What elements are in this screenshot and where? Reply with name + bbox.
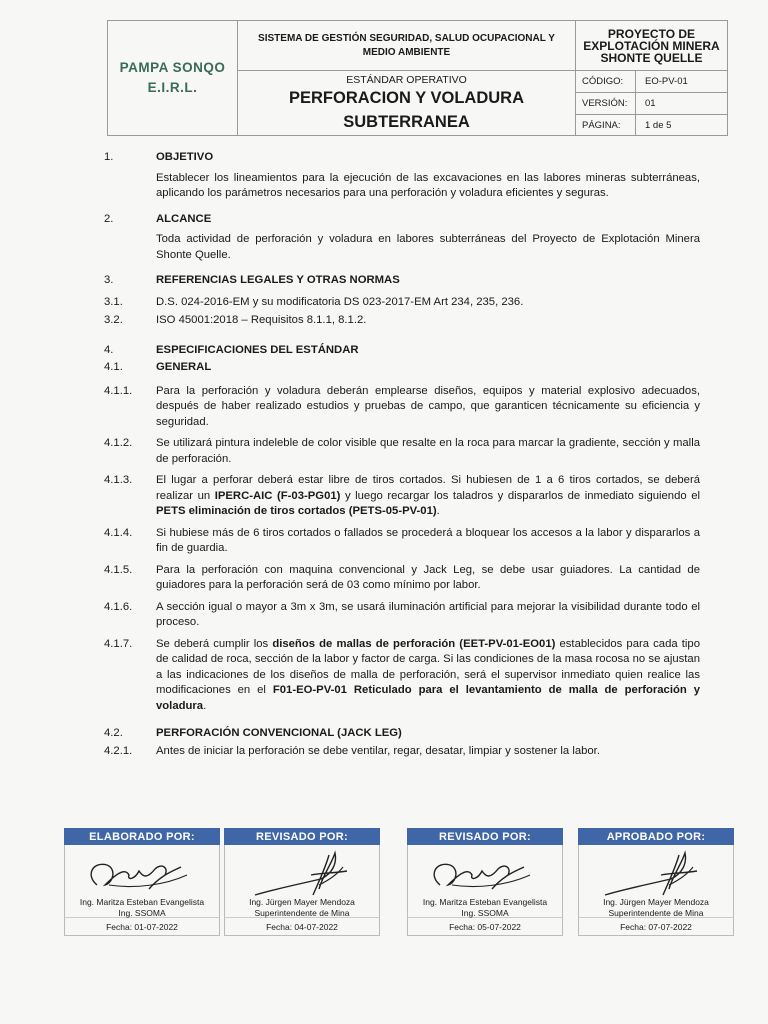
section-title: PERFORACIÓN CONVENCIONAL (JACK LEG) — [156, 727, 402, 739]
item-number: 4.1.6. — [104, 600, 133, 613]
version-row — [576, 93, 727, 115]
item-number: 4.1.3. — [104, 474, 133, 486]
signer-info — [65, 897, 219, 919]
doc-title-line1: PERFORACION Y VOLADURA — [289, 89, 524, 107]
signature-role: APROBADO POR: — [578, 828, 734, 845]
signature-area — [224, 845, 380, 917]
list-item — [104, 637, 700, 715]
handwritten-signature-icon — [65, 845, 221, 900]
item-text: Se utilizará pintura indeleble de color visible que resalte en la roca para marcar la gradiente, sección y malla de perforación. — [156, 437, 700, 465]
item-number: 4.1.4. — [104, 526, 133, 539]
list-item — [104, 563, 700, 594]
reference-pets: PETS eliminación de tiros cortados (PETS-05-PV-01) — [156, 505, 437, 517]
list-item — [104, 313, 700, 329]
list-item — [104, 526, 700, 557]
item-text: A sección igual o mayor a 3m x 3m, se usará iluminación artificial para mejorar la visibilidad durante todo el proceso. — [156, 600, 700, 628]
signature-date: Fecha: 04-07-2022 — [224, 917, 380, 936]
item-number: 4.1.7. — [104, 637, 133, 650]
signature-block-reviewed — [224, 828, 380, 936]
list-item — [104, 295, 700, 311]
code-row — [576, 71, 727, 93]
list-item — [104, 744, 700, 760]
item-number: 4.1.5. — [104, 563, 133, 576]
signature-block-reviewed-2 — [407, 828, 563, 936]
text-run: y luego recargar los taladros y dispararlos de inmediato siguiendo el — [340, 489, 700, 502]
section-number: 4.1. — [104, 361, 123, 373]
reference-mesh-design: diseños de mallas de perforación (EET-PV-01-EO01) — [272, 637, 556, 650]
signature-block-approved — [578, 828, 734, 936]
signer-info — [225, 897, 379, 919]
item-text: ISO 45001:2018 – Requisitos 8.1.1, 8.1.2. — [156, 314, 367, 326]
item-number: 4.1.1. — [104, 384, 133, 397]
item-text: Para la perforación y voladura deberán emplearse diseños, equipos y material explosivo adecuados, después de haber realizado estudios y pruebas de campo, que garanticen técnicamente su eficiencia y seguridad. — [156, 384, 700, 428]
subsection-heading — [104, 726, 700, 742]
code-value: EO-PV-01 — [645, 76, 688, 87]
signature-role: ELABORADO POR: — [64, 828, 220, 845]
company-line2: E.I.R.L. — [147, 80, 198, 95]
version-label: VERSIÓN: — [576, 93, 636, 114]
item-number: 3.1. — [104, 295, 123, 308]
text-run: . — [436, 505, 440, 517]
item-text: Para la perforación con maquina convencional y Jack Leg, se debe usar guiadores. La cantidad de guiadores para la perforación será de 03 como mínimo por labor. — [156, 563, 700, 591]
section-title: ESPECIFICACIONES DEL ESTÁNDAR — [156, 343, 359, 356]
section-heading — [104, 212, 700, 228]
section-title: ALCANCE — [156, 212, 212, 225]
section-number: 4. — [104, 343, 114, 356]
signature-area — [578, 845, 734, 917]
signer-name: Ing. Maritza Esteban Evangelista — [79, 897, 205, 907]
reference-iperc: IPERC-AIC (F-03-PG01) — [214, 489, 341, 502]
section-number: 4.2. — [104, 727, 123, 739]
section-heading — [104, 343, 700, 359]
document-header — [107, 20, 728, 136]
handwritten-signature-icon — [408, 845, 564, 900]
text-run: El lugar a perforar deberá estar libre de tiros cortados. Si hubiesen de 1 a 6 tiros cortados, se deberá realizar un — [156, 474, 700, 502]
handwritten-signature-icon — [579, 845, 735, 900]
signer-info — [579, 897, 733, 919]
doc-title-line2: SUBTERRANEA — [343, 113, 470, 131]
item-text: Antes de iniciar la perforación se debe ventilar, regar, desatar, limpiar y sostener la labor. — [156, 744, 600, 757]
text-run: establecidos para cada tipo de calidad de roca, sección de la labor y factor de carga. Si las condiciones de la masa rocosa no se ajustan a las indicaciones de los diseños de malla de perforación, será el supervisor inmediato quien realice las modificaciones en el — [156, 637, 700, 696]
reference-reticle-form: F01-EO-PV-01 Reticulado para el levantamiento de malla de perforación y voladura — [156, 684, 700, 712]
signature-role: REVISADO POR: — [224, 828, 380, 845]
signer-position: Ing. SSOMA — [461, 908, 509, 918]
project-name: PROYECTO DE EXPLOTACIÓN MINERA SHONTE QUELLE — [576, 21, 727, 71]
signer-name: Ing. Jürgen Mayer Mendoza — [249, 897, 355, 907]
signature-date: Fecha: 07-07-2022 — [578, 917, 734, 936]
text-run: Se deberá cumplir los — [156, 637, 273, 650]
item-number: 3.2. — [104, 314, 123, 326]
subsection-heading — [104, 360, 700, 376]
page-row — [576, 115, 727, 135]
signature-area — [407, 845, 563, 917]
item-text: D.S. 024-2016-EM y su modificatoria DS 023-2017-EM Art 234, 235, 236. — [156, 295, 524, 308]
text-run: . — [203, 699, 207, 712]
standard-title-block — [238, 71, 576, 135]
signature-role: REVISADO POR: — [407, 828, 563, 845]
page-label: PÁGINA: — [576, 115, 636, 135]
doc-type: ESTÁNDAR OPERATIVO — [346, 74, 467, 86]
section-heading — [104, 273, 700, 289]
section-heading — [104, 150, 700, 166]
item-text — [156, 637, 700, 715]
version-value: 01 — [645, 98, 656, 109]
signature-area — [64, 845, 220, 917]
handwritten-signature-icon — [225, 845, 381, 900]
section-number: 1. — [104, 151, 114, 163]
signature-date: Fecha: 01-07-2022 — [64, 917, 220, 936]
company-line1: PAMPA SONQO — [119, 60, 226, 75]
signer-position: Superintendente de Mina — [254, 908, 350, 918]
signer-name: Ing. Jürgen Mayer Mendoza — [603, 897, 709, 907]
signature-block-elaborated — [64, 828, 220, 936]
section-title: OBJETIVO — [156, 151, 214, 163]
item-text — [156, 473, 700, 520]
signer-position: Ing. SSOMA — [118, 908, 166, 918]
item-number: 4.1.2. — [104, 437, 133, 449]
document-body — [104, 150, 700, 765]
code-label: CÓDIGO: — [576, 71, 636, 92]
section-title: REFERENCIAS LEGALES Y OTRAS NORMAS — [156, 274, 400, 286]
list-item — [104, 436, 700, 467]
page-value: 1 de 5 — [645, 119, 672, 131]
item-text: Si hubiese más de 6 tiros cortados o fallados se procederá a bloquear los accesos a la labor y dispararlos a fin de guardia. — [156, 526, 700, 554]
signer-position: Superintendente de Mina — [608, 908, 704, 918]
management-system: SISTEMA DE GESTIÓN SEGURIDAD, SALUD OCUPACIONAL Y MEDIO AMBIENTE — [238, 21, 576, 71]
signer-name: Ing. Maritza Esteban Evangelista — [422, 897, 548, 907]
section-title: GENERAL — [156, 361, 212, 373]
signature-table — [64, 828, 734, 936]
section-paragraph: Establecer los lineamientos para la ejecución de las excavaciones en las labores mineras subterráneas, aplicando los parámetros necesarios para una perforación y voladura eficientes y seguras. — [156, 171, 700, 199]
item-number: 4.2.1. — [104, 744, 133, 757]
section-number: 3. — [104, 274, 114, 286]
signature-date: Fecha: 05-07-2022 — [407, 917, 563, 936]
section-paragraph: Toda actividad de perforación y voladura en labores subterráneas del Proyecto de Explotación Minera Shonte Quelle. — [156, 233, 700, 261]
list-item — [104, 384, 700, 431]
section-number: 2. — [104, 212, 114, 225]
signer-info — [408, 897, 562, 919]
company-name — [108, 21, 238, 135]
list-item — [104, 473, 700, 520]
list-item — [104, 600, 700, 631]
